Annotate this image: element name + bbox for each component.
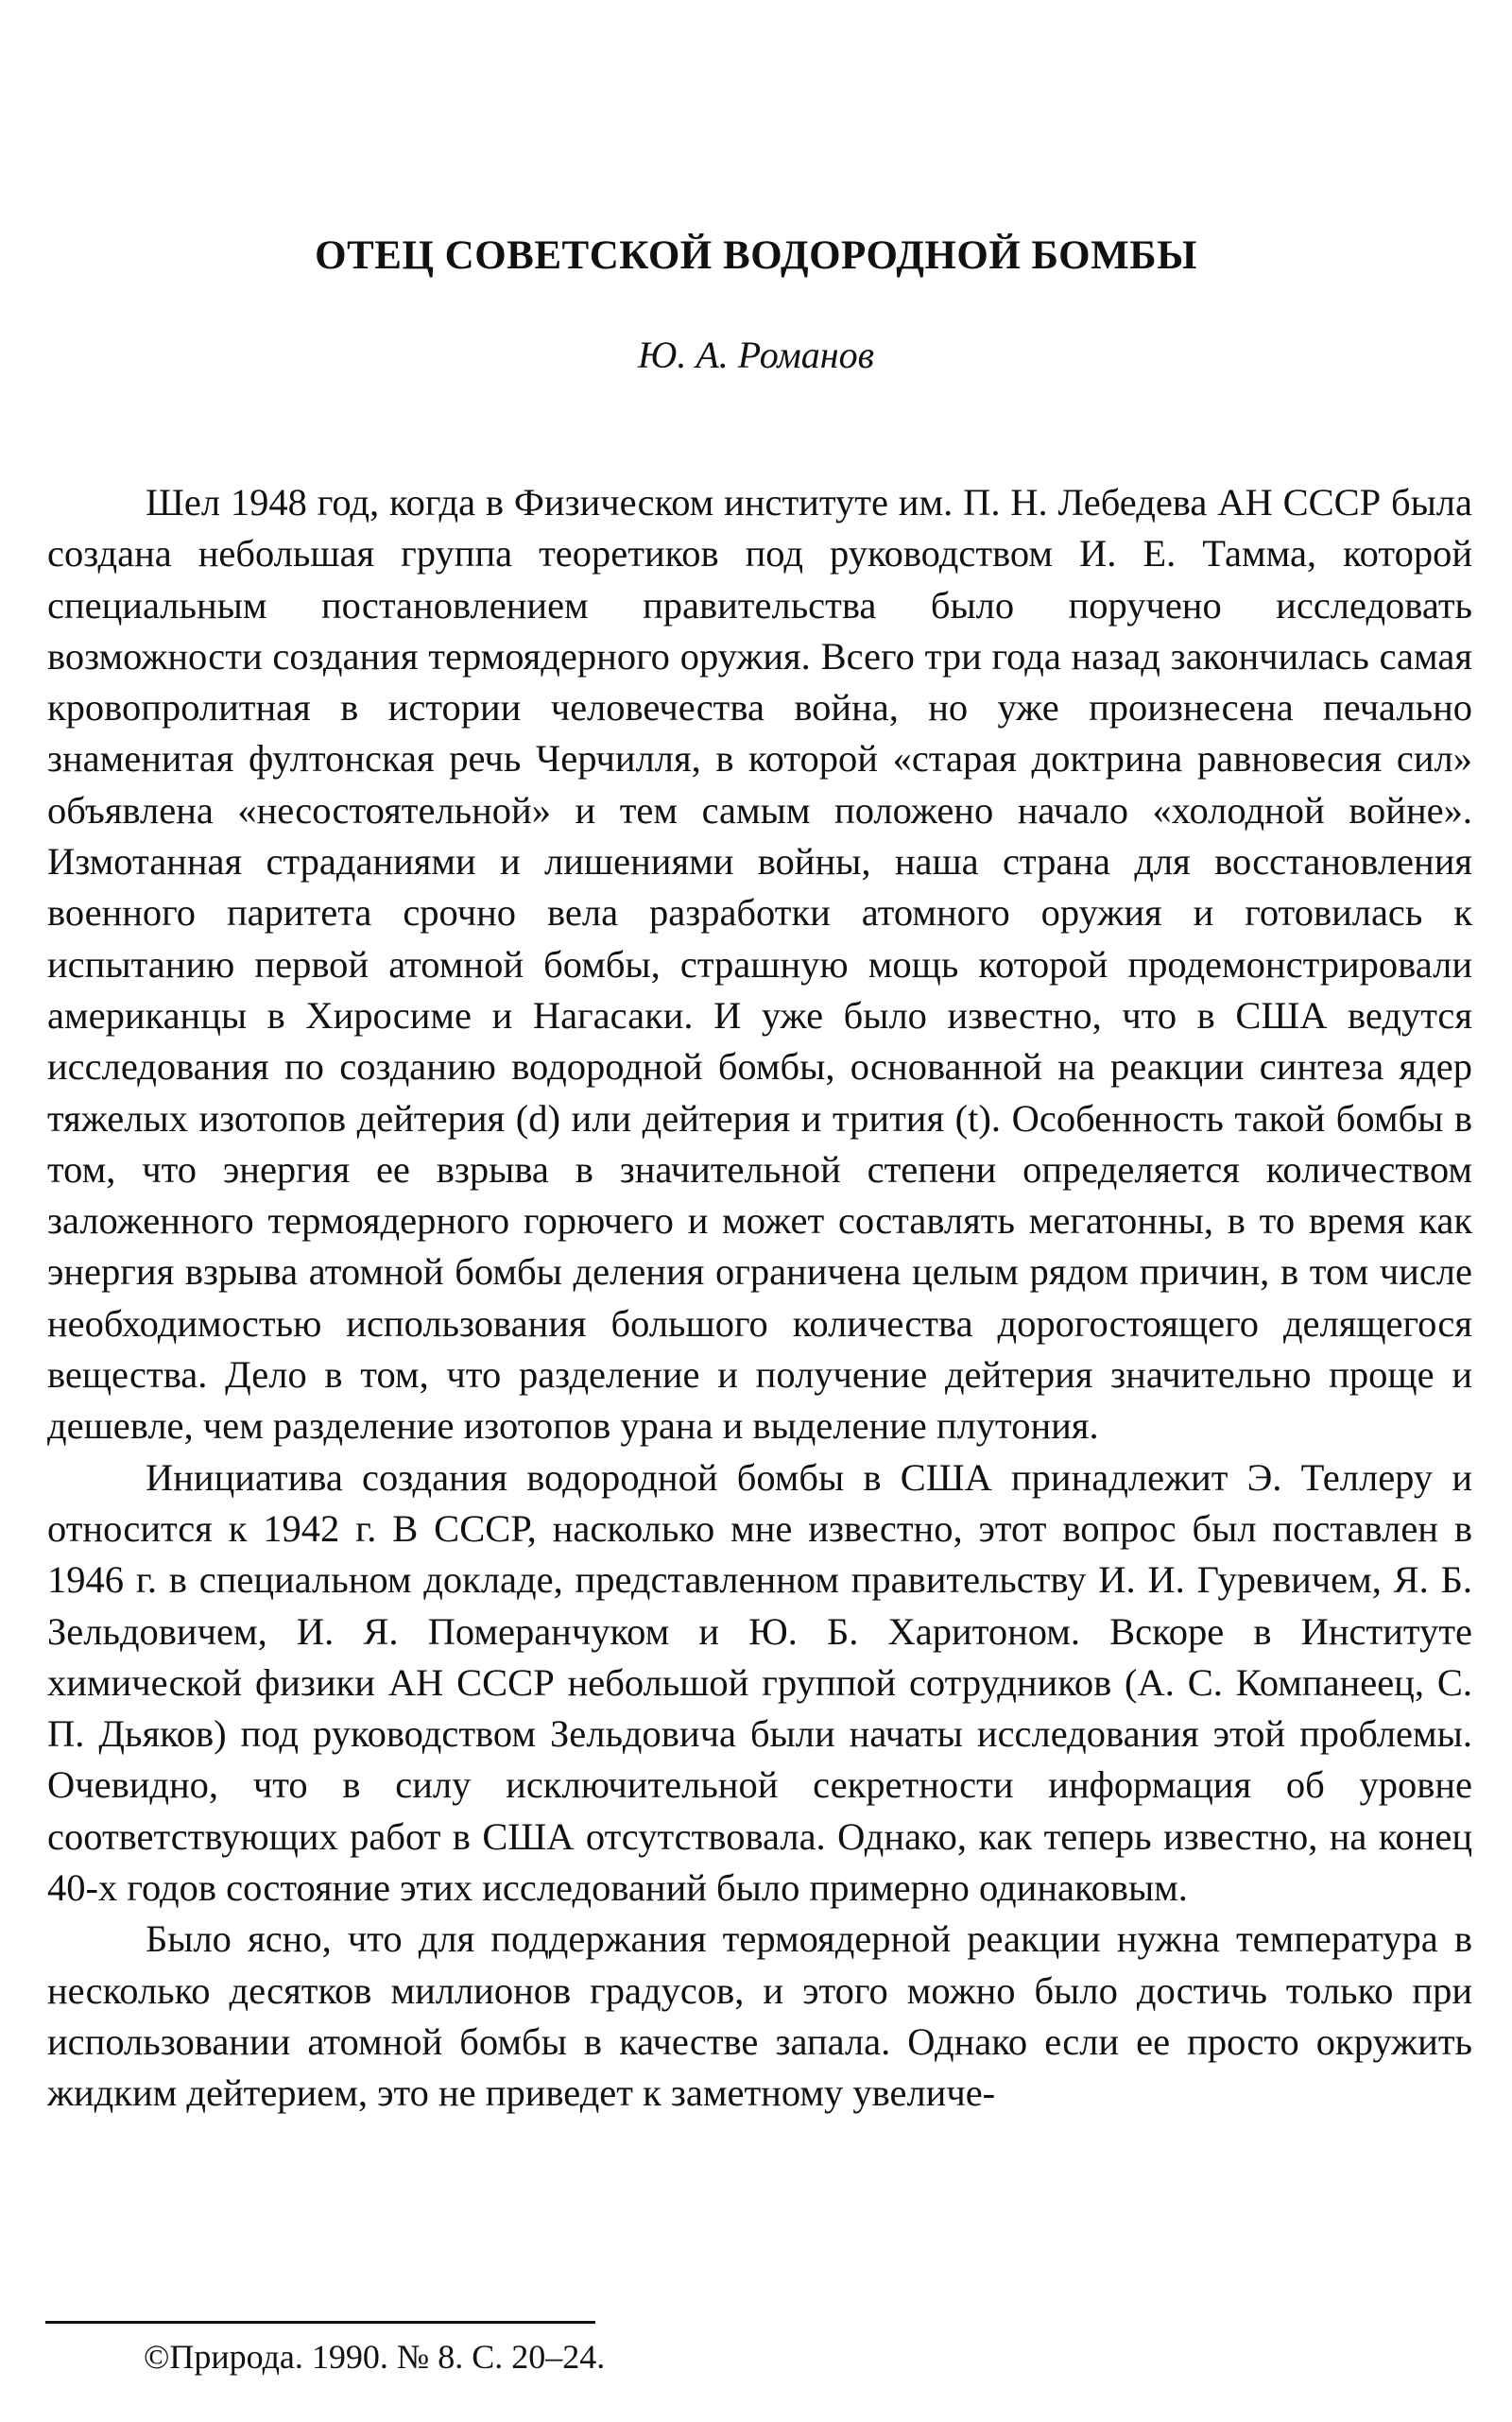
- footnote-citation: ©Природа. 1990. № 8. С. 20–24.: [144, 2338, 606, 2376]
- paragraph-2: Инициатива создания водородной бомбы в США принадлежит Э. Теллеру и относится к 1942 г. В СССР, насколько мне известно, этот вопрос был поставлен в 1946 г. в специальном докладе, представленном правительству И. И. Гуревичем, Я. Б. Зельдовичем, И. Я. Померанчуком и Ю. Б. Харитоном. Вскоре в Институте химической физики АН СССР небольшой группой сотрудников (А. С. Компанеец, С. П. Дьяков) под руководством Зельдовича были начаты исследования этой проблемы. Очевидно, что в силу исключительной секретности информация об уровне соответствующих работ в США отсутствовала. Однако, как теперь известно, на конец 40-х годов состояние этих исследований было примерно одинаковым.: [47, 1455, 1472, 1910]
- footnote-divider: [45, 2321, 595, 2324]
- article-title: ОТЕЦ СОВЕТСКОЙ ВОДОРОДНОЙ БОМБЫ: [315, 233, 1197, 278]
- paragraph-1: Шел 1948 год, когда в Физическом институте им. П. Н. Лебедева АН СССР была создана небольшая группа теоретиков под руководством И. Е. Тамма, которой специальным постановлением правительства было поручено исследовать возможности создания термоядерного оружия. Всего три года назад закончилась самая кровопролитная в истории человечества война, но уже произнесена печально знаменитая фултонская речь Черчилля, в которой «старая доктрина равновесия сил» объявлена «несостоятельной» и тем самым положено начало «холодной войне». Измотанная страданиями и лишениями войны, наша страна для восстановления военного паритета срочно вела разработки атомного оружия и готовилась к испытанию первой атомной бомбы, страшную мощь которой продемонстрировали американцы в Хиросиме и Нагасаки. И уже было известно, что в США ведутся исследования по созданию водородной бомбы, основанной на реакции синтеза ядер тяжелых изотопов дейтерия (d) или дейтерия и трития (t). Особенность такой бомбы в том, что энергия ее взрыва в значительной степени определяется количеством заложенного термоядерного горючего и может составлять мегатонны, в то время как энергия взрыва атомной бомбы деления ограничена целым рядом причин, в том числе необходимостью использования большого количества дорогостоящего делящегося вещества. Дело в том, что разделение и получение дейтерия значительно проще и дешевле, чем разделение изотопов урана и выделение плутония.: [47, 481, 1472, 1448]
- article-body: [47, 477, 1472, 2120]
- paragraph-3: Было ясно, что для поддержания термоядерной реакции нужна температура в несколько десятков миллионов градусов, и этого можно было достичь только при использовании атомной бомбы в качестве запала. Однако если ее просто окружить жидким дейтерием, это не приведет к заметному увеличе-: [47, 1917, 1472, 2115]
- article-author: Ю. А. Романов: [638, 334, 874, 376]
